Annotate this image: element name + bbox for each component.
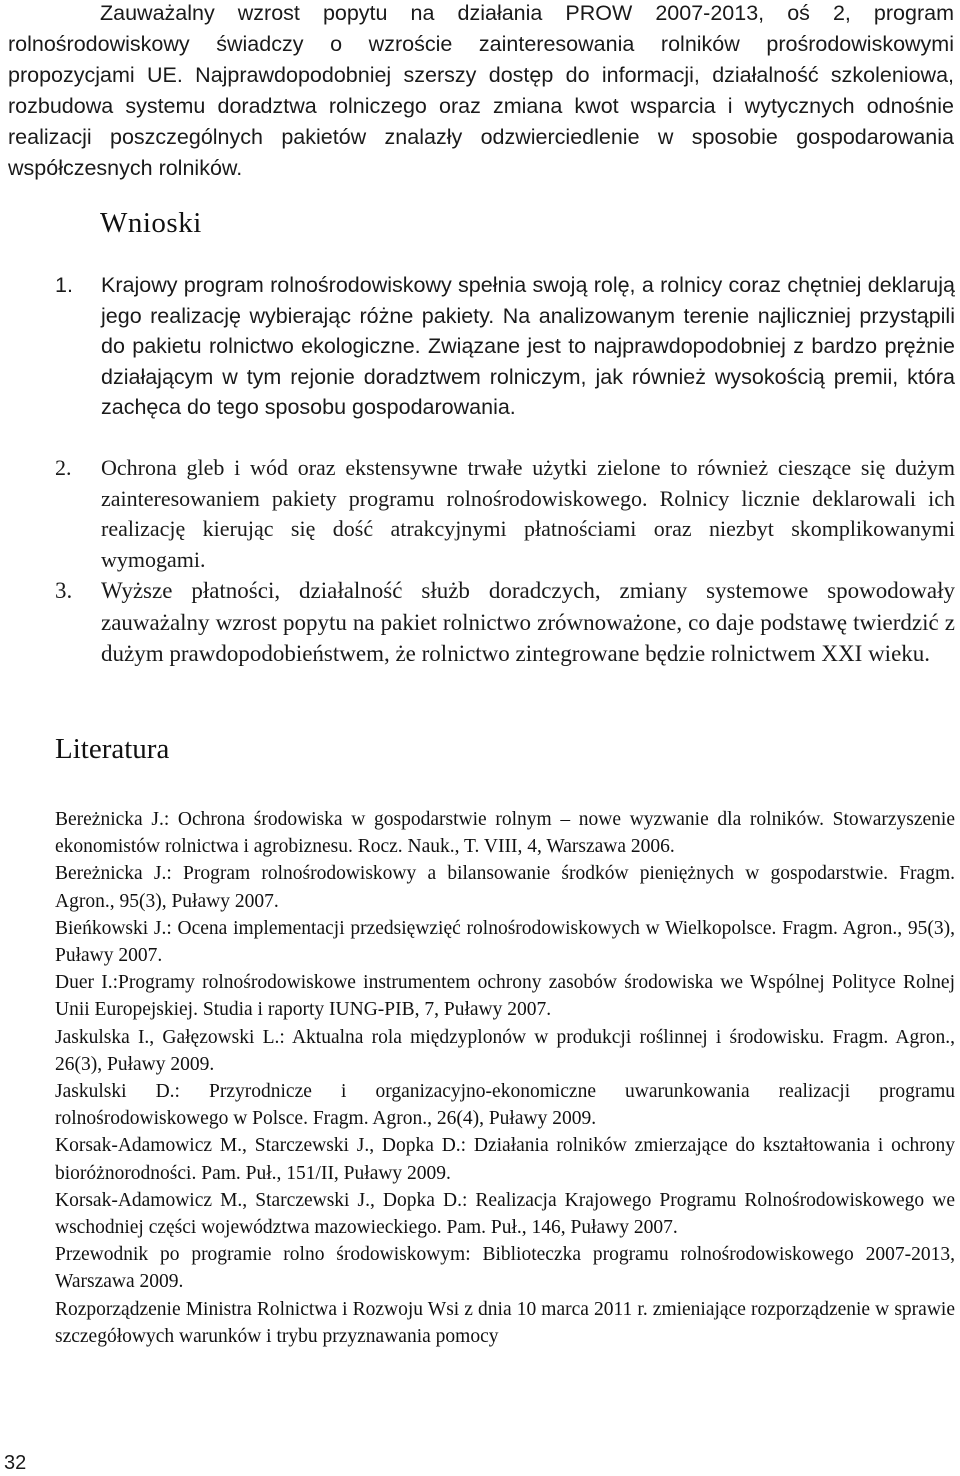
conclusion-number: 2. (55, 455, 72, 480)
reference-item: Bereżnicka J.: Ochrona środowiska w gospodarstwie rolnym – nowe wyzwanie dla rolników. Stowarzyszenie ekonomistów rolnictwa i agrobiznesu. Rocz. Nauk., T. VIII, 4, Warszawa 2006. (55, 809, 955, 858)
reference-item: Przewodnik po programie rolno środowiskowym: Biblioteczka programu rolnośrodowiskowego 2007-2013, Warszawa 2009. (55, 1244, 955, 1293)
reference-item: Korsak-Adamowicz M., Starczewski J., Dopka D.: Realizacja Krajowego Programu Rolnośrodowiskowego we wschodniej części województwa mazowieckiego. Pam. Puł., 146, Puławy 2007. (55, 1189, 955, 1239)
reference-item: Bieńkowski J.: Ocena implementacji przedsięwzięć rolnośrodowiskowych w Wielkopolsce. Fragm. Agron., 95(3), Puławy 2007. (55, 917, 955, 967)
literature-heading: Literatura (55, 733, 170, 765)
conclusion-item (55, 453, 955, 575)
conclusion-number: 1. (55, 273, 73, 297)
page-number: 32 (4, 1452, 27, 1474)
reference-item: Korsak-Adamowicz M., Starczewski J., Dopka D.: Działania rolników zmierzające do kształtowania i ochrony bioróżnorodności. Pam. Puł., 151/II, Puławy 2009. (55, 1135, 955, 1184)
conclusion-item (55, 270, 955, 423)
intro-text: Zauważalny wzrost popytu na działania PROW 2007-2013, oś 2, program rolnośrodowiskowy świadczy o wzroście zainteresowania rolników prośrodowiskowymi propozycjami UE. Najprawdopodobniej szerszy dostęp do informacji, działalność szkoleniowa, rozbudowa systemu doradztwa rolniczego oraz zmiana kwot wsparcia i wytycznych odnośnie realizacji poszczególnych pakietów znalazły odzwierciedlenie w sposobie gospodarowania współczesnych rolników. (8, 1, 954, 180)
reference-list (55, 806, 955, 1350)
conclusions-heading: Wnioski (100, 207, 202, 239)
intro-paragraph (8, 0, 954, 184)
conclusion-item (55, 575, 955, 670)
reference-item: Bereżnicka J.: Program rolnośrodowiskowy a bilansowanie środków pieniężnych w gospodarstwie. Fragm. Agron., 95(3), Puławy 2007. (55, 863, 955, 912)
reference-item: Rozporządzenie Ministra Rolnictwa i Rozwoju Wsi z dnia 10 marca 2011 r. zmieniające rozporządzenie w sprawie szczegółowych warunków i trybu przyznawania pomocy (55, 1298, 955, 1347)
reference-item: Jaskulski D.: Przyrodnicze i organizacyjno-ekonomiczne uwarunkowania realizacji programu rolnośrodowiskowego w Polsce. Fragm. Agron., 26(4), Puławy 2009. (55, 1081, 955, 1130)
conclusion-text: Krajowy program rolnośrodowiskowy spełnia swoją rolę, a rolnicy coraz chętniej deklarują jego realizację wybierając różne pakiety. Na analizowanym terenie najliczniej przystąpili do pakietu rolnictwo ekologiczne. Związane jest to najprawdopodobniej z bardzo prężnie działającym w tym rejonie doradztwem rolniczym, jak również wysokością premii, która zachęca do tego sposobu gospodarowania. (101, 273, 955, 419)
conclusion-text: Ochrona gleb i wód oraz ekstensywne trwałe użytki zielone to również cieszące się dużym zainteresowaniem pakiety programu rolnośrodowiskowego. Rolnicy licznie deklarowali ich realizację kierując się dość atrakcyjnymi płatnościami oraz niezbyt skomplikowanymi wymogami. (101, 455, 955, 572)
conclusion-text: Wyższe płatności, działalność służb doradczych, zmiany systemowe spowodowały zauważalny wzrost popytu na pakiet rolnictwo zrównoważone, co daje podstawę twierdzić z dużym prawdopodobieństwem, że rolnictwo zintegrowane będzie rolnictwem XXI wieku. (101, 578, 955, 666)
reference-item: Jaskulska I., Gałęzowski L.: Aktualna rola międzyplonów w produkcji roślinnej i środowisku. Fragm. Agron., 26(3), Puławy 2009. (55, 1026, 955, 1075)
reference-item: Duer I.:Programy rolnośrodowiskowe instrumentem ochrony zasobów środowiska we Wspólnej Polityce Rolnej Unii Europejskiej. Studia i raporty IUNG-PIB, 7, Puławy 2007. (55, 972, 955, 1021)
conclusion-number: 3. (55, 578, 73, 603)
